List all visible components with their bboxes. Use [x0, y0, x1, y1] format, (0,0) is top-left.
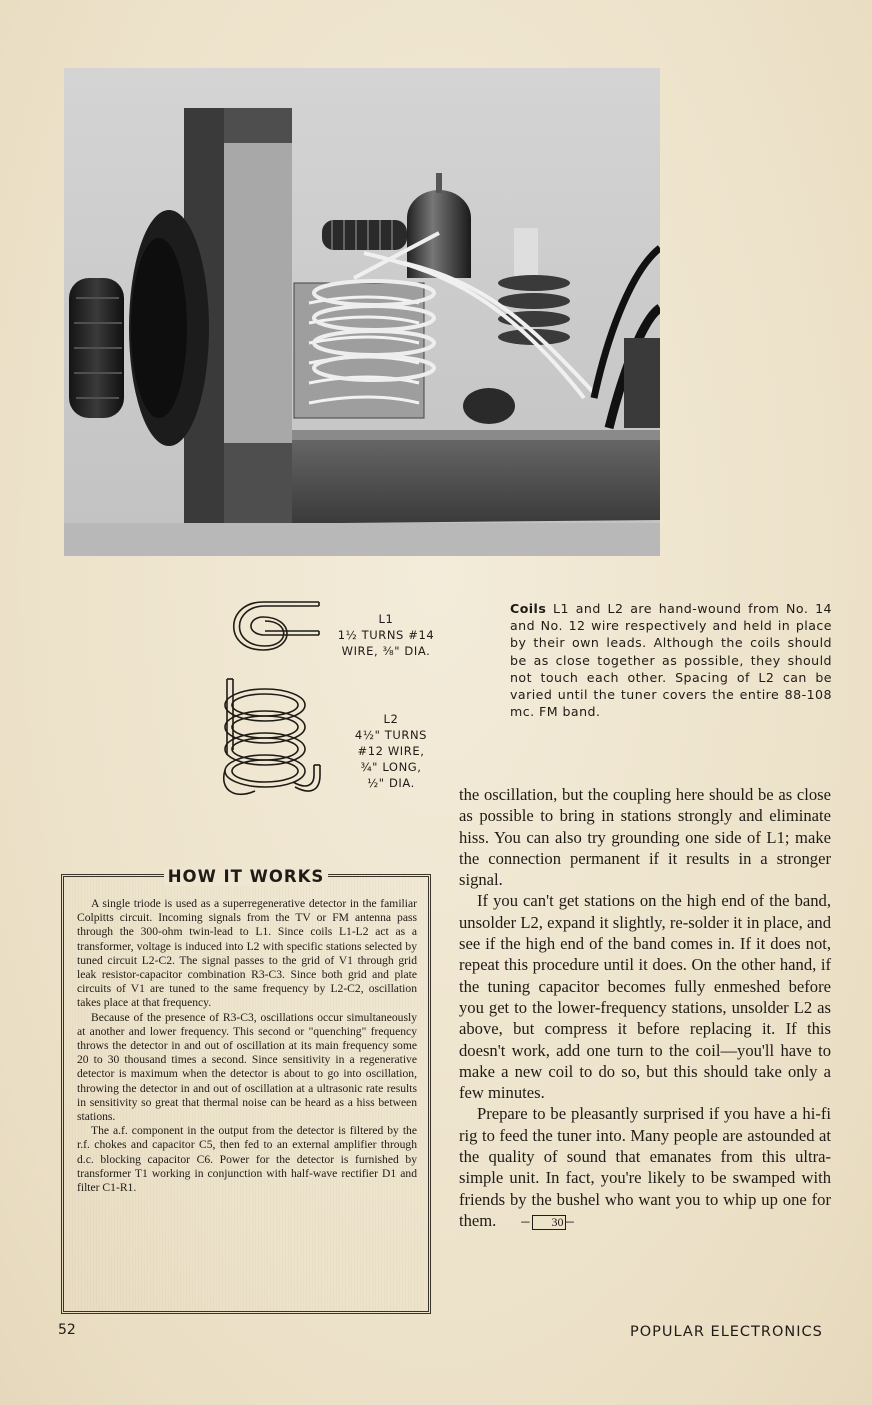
article-paragraph: Prepare to be pleasantly surprised if you have a hi-fi rig to feed the tuner into. Many people are astounded at the quality of sound that emanates from this ultra-simple unit. In fact, you're likely to be swamped with friends by the bushel who want you to whip up one for them. – 30 –: [459, 1104, 831, 1230]
magazine-name: POPULAR ELECTRONICS: [630, 1324, 823, 1340]
coil-diagram: [215, 595, 445, 810]
how-it-works-paragraph: Because of the presence of R3-C3, oscillations occur simultaneously at another and lower frequency. This second or "quenching" frequency throws the detector in and out of oscillation at its main frequency some 20 to 30 thousand times a second. Since sensitivity in a regenerative detector is maximum when the detector is about to go into oscillation, throwing the detector in and out of oscillation at a ultrasonic rate results in sensitivity so great that thermal noise can be heard as a hiss between stations.: [77, 1010, 417, 1124]
l1-wire: WIRE, ⅜" DIA.: [341, 644, 431, 658]
l1-name: L1: [378, 612, 394, 626]
l1-coil-drawing: [234, 602, 319, 650]
l2-coil-drawing: [224, 679, 320, 794]
how-it-works-paragraph: A single triode is used as a superregenerative detector in the familiar Colpitts circuit. Incoming signals from the TV or FM antenna pass through the 300-ohm twin-lead to L1. Since coils L1-L2 act as a transformer, voltage is induced into L2 with specific stations selected by tuned circuit L2-C2. The signal passes to the grid of V1 through grid leak resistor-capacitor combination R3-C3. Since both grid and plate circuits of V1 are tuned to the same frequency by L2-C2, oscillation takes place at that frequency.: [77, 897, 417, 1010]
how-it-works-paragraph: The a.f. component in the output from the detector is filtered by the r.f. chokes and capacitor C5, then fed to an external amplifier through d.c. blocking capacitor C6. Power for the detector is furnished by transformer T1 working in conjunction with half-wave rectifier D1 and filter C1-R1.: [77, 1124, 417, 1195]
photo-caption: [510, 600, 832, 720]
article-paragraph-text: Prepare to be pleasantly surprised if you have a hi-fi rig to feed the tuner into. Many people are astounded at the quality of sound that emanates from this ultra-simple unit. In fact, you're likely to be swamped with friends by the bushel who want you to whip up one for them.: [459, 1104, 831, 1230]
caption-text: L1 and L2 are hand-wound from No. 14 and No. 12 wire respectively and held in place by their own leads. Although the coils should be as close together as possible, they should not touch each other. Spacing of L2 can be varied until the tuner covers the entire 88-108 mc. FM band.: [510, 601, 832, 720]
l2-turns: 4½" TURNS: [354, 728, 428, 742]
l2-wire: #12 WIRE,: [357, 744, 425, 758]
article-paragraph: the oscillation, but the coupling here should be as close as possible to bring in stations strongly and eliminate hiss. You can also try grounding one side of L1; make the connection permanent if it results in a stronger signal.: [459, 785, 831, 890]
how-it-works-title: HOW IT WORKS: [164, 867, 329, 886]
tuner-photograph: [64, 68, 660, 556]
caption-lead: Coils: [510, 601, 547, 616]
end-mark: 30: [532, 1215, 566, 1230]
article-paragraph: If you can't get stations on the high end of the band, unsolder L2, expand it slightly, re-solder it in place, and see if the high end of the band comes in. If it does not, repeat this procedure until it does. On the other hand, if the tuning capacitor becomes fully enmeshed before you get to the lower-frequency stations, unsolder L2 as above, but compress it before replacing it. If this doesn't work, add one turn to the coil—you'll have to make a new coil to do so, but this should take only a few minutes.: [459, 891, 831, 1103]
l2-label: [353, 711, 429, 791]
l1-label: [335, 611, 437, 659]
article-column: [459, 784, 831, 1231]
l2-name: L2: [383, 712, 399, 726]
how-it-works-body: [77, 897, 417, 1195]
l2-diameter: ½" DIA.: [367, 776, 415, 790]
l1-turns: 1½ TURNS #14: [337, 628, 435, 642]
l2-length: ¾" LONG,: [360, 760, 422, 774]
how-it-works-box: [61, 867, 431, 1314]
page-number: 52: [58, 1322, 76, 1338]
